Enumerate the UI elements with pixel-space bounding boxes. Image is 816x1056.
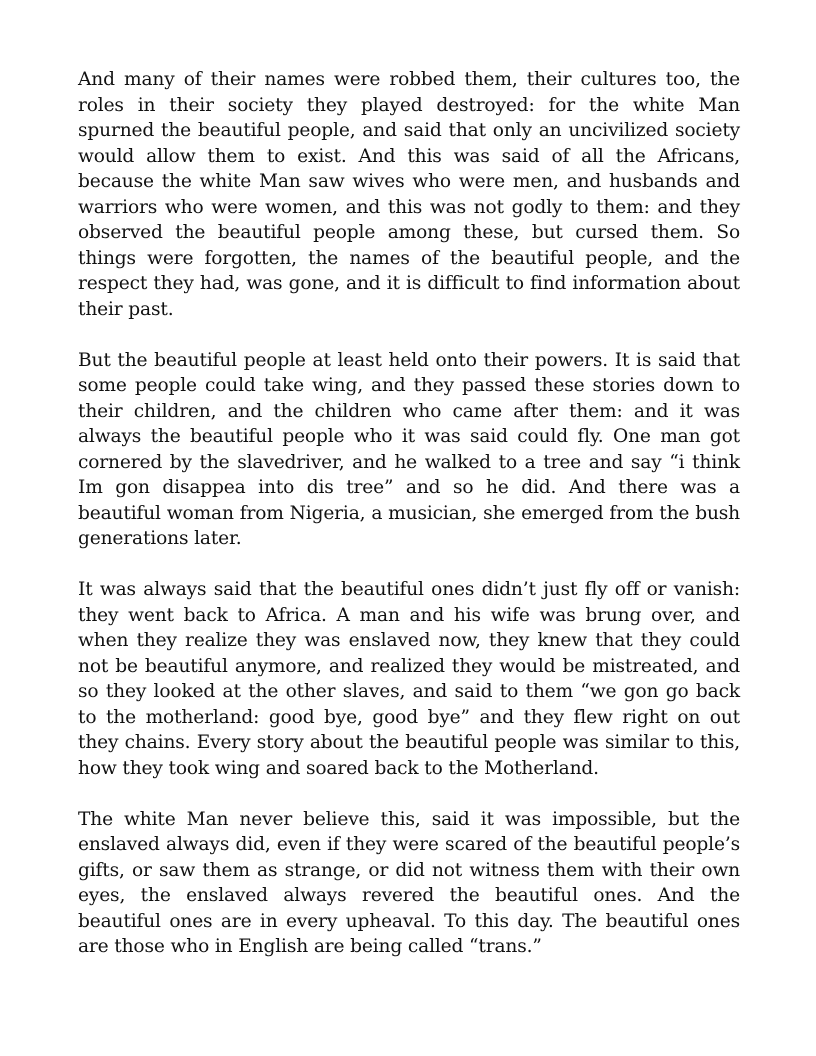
document-body <box>78 67 740 985</box>
paragraph: But the beautiful people at least held onto their powers. It is said that some people could take wing, and they passed these stories down to their children, and the children who came after them: and it was always the beautiful people who it was said could fly. One man got cornered by the slavedriver, and he walked to a tree and say “i think Im gon disappea into dis tree” and so he did. And there was a beautiful woman from Nigeria, a musician, she emerged from the bush generations later. <box>78 349 740 549</box>
paragraph: And many of their names were robbed them, their cultures too, the roles in their society they played destroyed: for the white Man spurned the beautiful people, and said that only an uncivilized society would allow them to exist. And this was said of all the Africans, because the white Man saw wives who were men, and husbands and warriors who were women, and this was not godly to them: and they observed the beautiful people among these, but cursed them. So things were forgotten, the names of the beautiful people, and the respect they had, was gone, and it is difficult to find information about their past. <box>78 69 740 320</box>
paragraph: The white Man never believe this, said it was impossible, but the enslaved always did, even if they were scared of the beautiful people’s gifts, or saw them as strange, or did not witness them with their own eyes, the enslaved always revered the beautiful ones. And the beautiful ones are in every upheaval. To this day. The beautiful ones are those who in English are being called “trans.” <box>78 808 740 957</box>
paragraph: It was always said that the beautiful ones didn’t just fly off or vanish: they went back to Africa. A man and his wife was brung over, and when they realize they was enslaved now, they knew that they could not be beautiful anymore, and realized they would be mistreated, and so they looked at the other slaves, and said to them “we gon go back to the motherland: good bye, good bye” and they flew right on out they chains. Every story about the beautiful people was similar to this, how they took wing and soared back to the Motherland. <box>78 579 740 779</box>
